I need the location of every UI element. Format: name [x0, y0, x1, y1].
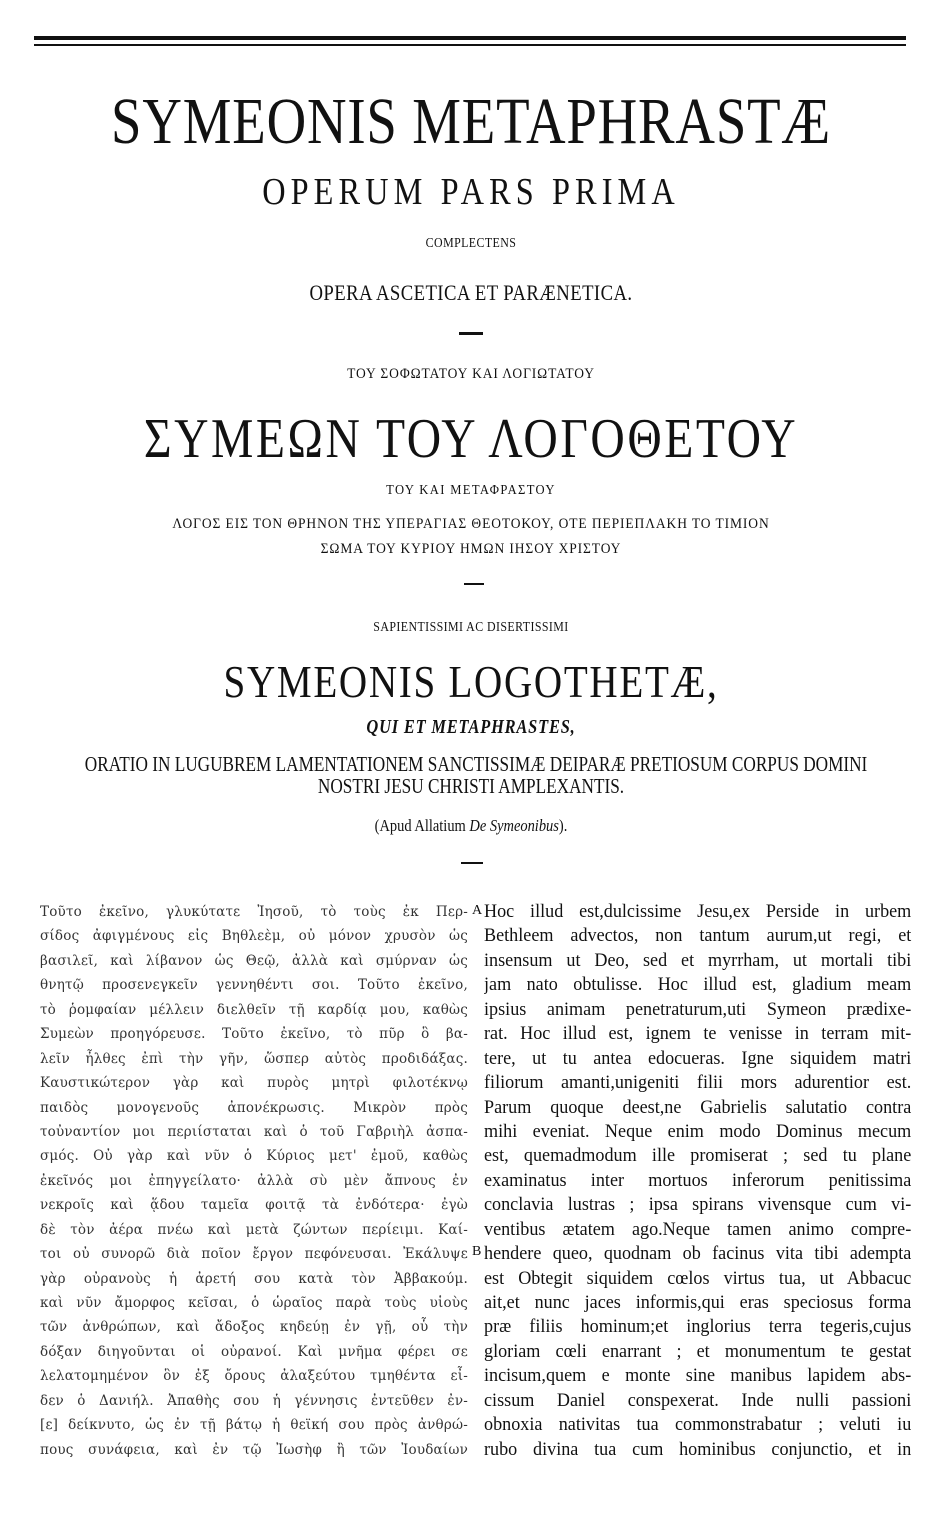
latin-author-name: SYMEONIS LOGOTHETÆ, [223, 656, 719, 707]
latin-text-line: insensum ut Deo, sed et myrrham, ut mortali tibi [484, 950, 912, 971]
greek-heading [47, 512, 895, 562]
latin-also-label: QUI ET METAPHRASTES, [366, 716, 576, 738]
latin-text-line: Hoc illud est,dulcissime Jesu,ex Perside in urbem [484, 902, 912, 922]
top-border-rule-thin [34, 44, 906, 46]
latin-text-line: rubo divina tua cum hominibus conjunctio, et in [484, 1439, 912, 1460]
separator-dash [461, 862, 483, 864]
latin-heading-line2: NOSTRI JESU CHRISTI AMPLEXANTIS. [317, 774, 625, 798]
greek-text-line: τὸ ῥομφαίαν μέλλειν διελθεῖν τῇ καρδίᾳ μου, καθὼς [40, 1001, 468, 1018]
greek-heading-line1: ΛΟΓΟΣ ΕΙΣ ΤΟΝ ΘΡΗΝΟΝ ΤΗΣ ΥΠΕΡΑΓΙΑΣ ΘΕΟΤΟΚΟΥ, ΟΤΕ ΠΕΡΙΕΠΛΑΚΗ ΤΟ ΤΙΜΙΟΝ [172, 516, 770, 532]
greek-text-line: θνητῷ προσενεγκεῖν γεννηθέντι σοι. Τοῦτο ἐκεῖνο, [40, 977, 468, 994]
latin-epithet: SAPIENTISSIMI AC DISERTISSIMI [373, 620, 569, 635]
top-border-rule [34, 36, 906, 40]
latin-text-line: cissum Daniel conspexerat. Inde nulli passioni [484, 1390, 912, 1411]
greek-text-line: λελατομημένον ὃν ἐξ ὄρους ἀλαξεύτου τμηθέντα εἶ- [40, 1368, 468, 1385]
subtitle: OPERUM PARS PRIMA [262, 171, 680, 213]
greek-text-line: δὲ τὸν ἀέρα πνέω καὶ μετὰ ζώντων περίειμι. Καί- [40, 1221, 468, 1238]
main-title: SYMEONIS METAPHRASTÆ [111, 85, 831, 158]
greek-text-line: τοι οὐ συνορῶ διὰ ποῖον ἔργον πεφόνευσαι. Ἐκάλυψε [40, 1246, 468, 1263]
source-citation [71, 816, 872, 836]
separator-dash [464, 583, 484, 585]
source-suffix: ). [558, 816, 568, 835]
greek-text-line: βασιλεῖ, καὶ λίβανον ὡς Θεῷ, ἀλλὰ καὶ σμύρναν ὡς [40, 952, 468, 969]
greek-text-line: πους συνάφεια, καὶ ἐν τῷ Ἰωσὴφ ἢ τῶν Ἰουδαίων [40, 1441, 468, 1458]
margin-marker-a: A [472, 903, 483, 918]
greek-text-line: λεῖν ἦλθες ἐπὶ τὴν γῆν, ὥσπερ αὐτὸς προδιδάξας. [40, 1050, 468, 1067]
latin-heading-line1: ORATIO IN LUGUBREM LAMENTATIONEM SANCTISSIMÆ DEIPARÆ PRETIOSUM CORPUS DOMINI [84, 752, 868, 776]
latin-text-line: est Obtegit siquidem cœlos virtus tua, ut Abbacuc [484, 1268, 912, 1289]
greek-author-name: ΣΥΜΕΩΝ ΤΟΥ ΛΟΓΟΘΕΤΟΥ [143, 408, 799, 470]
latin-text-line: ipsius animam penetraturum,uti Symeon prædixe- [484, 999, 912, 1020]
greek-epithet: ΤΟΥ ΣΟΦΩΤΑΤΟΥ ΚΑΙ ΛΟΓΙΩΤΑΤΟΥ [347, 366, 595, 382]
latin-text-column [484, 900, 911, 1462]
latin-text-line: rat. Hoc illud est, ignem te venisse in terram mit- [484, 1024, 912, 1045]
greek-text-line: τοὐναντίον μοι περιίσταται καὶ ὁ τοῦ Γαβριὴλ ἀσπα- [40, 1123, 468, 1140]
greek-text-line: Συμεὼν προηγόρευσε. Τοῦτο ἐκεῖνο, τὸ πῦρ ὃ βα- [40, 1026, 468, 1043]
latin-text-line: Parum quoque deest,ne Gabrielis salutatio contra [484, 1097, 912, 1118]
greek-text-line: παιδὸς μονογενοῦς ἀπονέκρωσις. Μικρὸν πρὸς [40, 1099, 468, 1116]
greek-also-label: ΤΟΥ ΚΑΙ ΜΕΤΑΦΡΑΣΤΟΥ [386, 483, 556, 498]
greek-text-line: δεν ὁ Δανιήλ. Ἀπαθὴς σου ἡ γέννησις ἐντεῦθεν ἐν- [40, 1392, 468, 1409]
latin-text-line: Bethleem advectos, non tantum aurum,ut regi, et [484, 926, 912, 947]
separator-dash [459, 332, 483, 335]
latin-text-line: filiorum amanti,unigeniti filii mors adurentior est. [484, 1073, 912, 1094]
greek-text-line: τῶν ἀνθρώπων, καὶ ἄδοξος κηδεύῃ ἐν γῇ, οὗ τὴν [40, 1319, 468, 1336]
latin-text-line: ait,et nunc jaces informis,qui eras speciosus forma [484, 1293, 912, 1313]
greek-heading-line2: ΣΩΜΑ ΤΟΥ ΚΥΡΙΟΥ ΗΜΩΝ ΙΗΣΟΥ ΧΡΙΣΤΟΥ [320, 541, 622, 557]
latin-text-line: incisum,quem e monte sine manibus lapidem abs- [484, 1366, 912, 1387]
greek-text-line: ἐκεῖνός μοι ἐπηγγείλατο· ἀλλὰ σὺ μὲν ἄπνους ἐν [40, 1172, 468, 1189]
greek-text-line: σίδος ἀφιγμένους εἰς Βηθλεὲμ, οὐ μόνον χρυσὸν ὡς [40, 928, 468, 945]
greek-text-line: Καυστικώτερον γὰρ καὶ πυρὸς μητρὶ φιλοτέκνῳ [40, 1075, 468, 1092]
greek-text-line: νεκροῖς καὶ ᾅδου ταμεῖα φοιτᾷ τὰ ἐνδότερα· ἐγὼ [40, 1197, 468, 1214]
greek-text-line: δόξαν διηγοῦνται οἱ οὐρανοί. Καὶ μνῆμα φέρει σε [40, 1343, 468, 1360]
latin-text-line: gloriam cœli enarrant ; et monumentum te gestat [484, 1341, 912, 1362]
latin-text-line: examinatus inter mortuos inferorum penitissima [484, 1170, 912, 1191]
latin-text-line: ventibus ætatem ago.Neque tamen animo compre- [484, 1219, 912, 1240]
latin-heading [84, 752, 868, 798]
latin-text-line: obnoxia nativitas tua commonstrabatur ; veluti iu [484, 1415, 912, 1436]
source-italic: De Symeonibus [469, 816, 559, 835]
greek-text-line: [ε] δείκνυτο, ὡς ἐν τῇ βάτῳ ἡ θεϊκή σου πρὸς ἀνθρώ- [40, 1417, 468, 1434]
latin-text-line: mihi eveniat. Neque enim modo Dominus mecum [484, 1121, 912, 1142]
latin-text-line: hendere queo, quodnam ob facinus vita tibi adempta [484, 1244, 912, 1265]
source-prefix: (Apud Allatium [374, 816, 470, 835]
contents-label: OPERA ASCETICA ET PARÆNETICA. [309, 280, 633, 305]
greek-text-line: καὶ νῦν ἄμορφος κεῖσαι, ὁ ὡραῖος παρὰ τοὺς υἱοὺς [40, 1295, 468, 1311]
latin-text-line: conclavia lustras ; ipsa spirans vivensque cum vi- [484, 1195, 912, 1216]
greek-text-line: Τοῦτο ἐκεῖνο, γλυκύτατε Ἰησοῦ, τὸ τοὺς ἐκ Περ- [40, 904, 468, 920]
greek-text-column [40, 900, 468, 1462]
margin-marker-b: B [472, 1244, 482, 1259]
greek-text-line: σμός. Οὐ γὰρ καὶ νῦν ὁ Κύριος μετ' ἐμοῦ, καθὼς [40, 1148, 468, 1165]
complectens-label: COMPLECTENS [425, 236, 517, 251]
greek-text-line: γὰρ οὐρανοὺς ἡ ἀρετή σου κατὰ τὸν Ἀββακούμ. [40, 1270, 468, 1287]
latin-text-line: præ filiis hominum;et inglorius terra tegeris,cujus [484, 1317, 912, 1338]
latin-text-line: tere, ut tu antea edocueras. Igne siquidem matri [484, 1048, 912, 1069]
latin-text-line: jam nato obtulisse. Hoc illud est, gladium meam [484, 975, 912, 996]
latin-text-line: est, quemadmodum ille promiserat ; sed tu plane [484, 1146, 912, 1167]
